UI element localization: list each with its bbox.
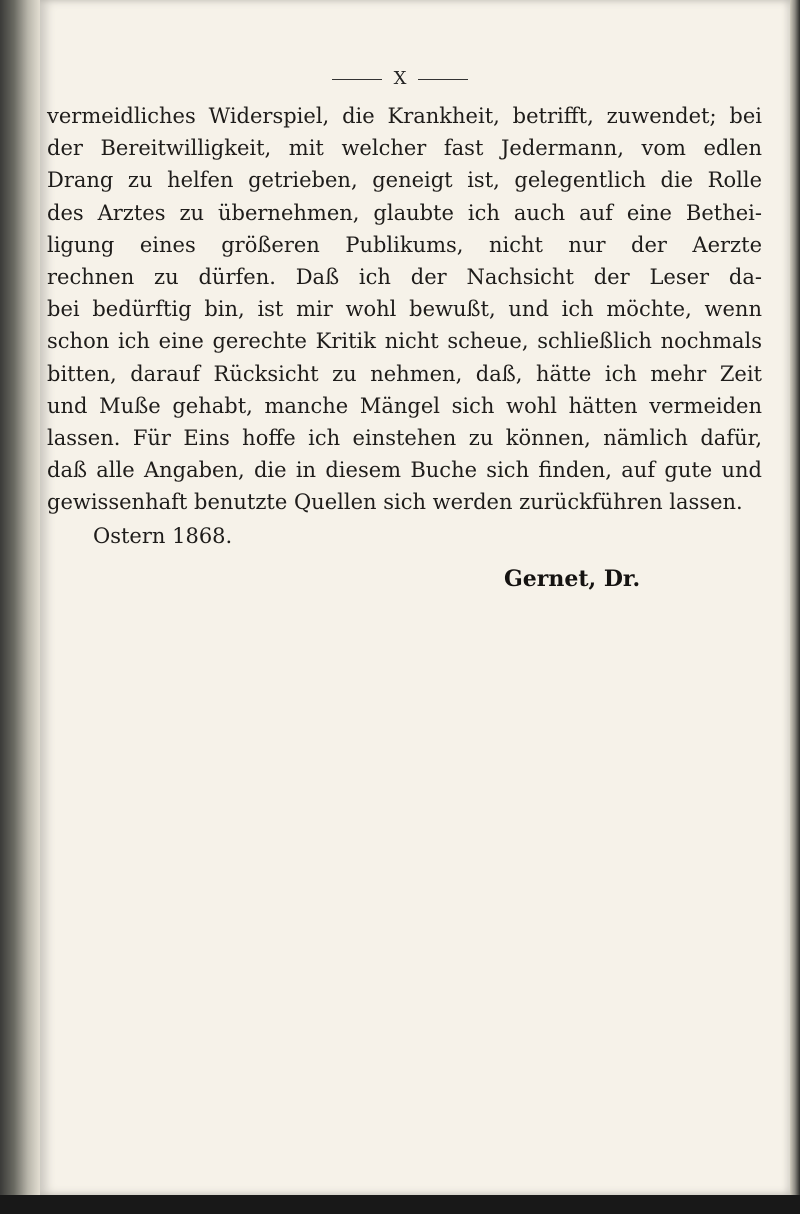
page-number-label: X — [393, 68, 407, 89]
scan-border-bottom — [0, 1195, 800, 1214]
text-line: bitten, darauf Rücksicht zu nehmen, daß, hätte ich mehr Zeit — [47, 361, 762, 386]
page-number-rule-left — [332, 79, 382, 80]
page-number-rule-right — [418, 79, 468, 80]
text-line: daß alle Angaben, die in diesem Buche sich finden, auf gute und — [47, 458, 762, 483]
page-edge-right — [790, 0, 800, 1195]
text-line: rechnen zu dürfen. Daß ich der Nachsicht der Leser da- — [47, 265, 762, 290]
text-line: des Arztes zu übernehmen, glaubte ich auch auf eine Bethei- — [47, 200, 762, 225]
text-line: lassen. Für Eins hoffe ich einstehen zu können, nämlich dafür, — [47, 426, 762, 451]
text-line: schon ich eine gerechte Kritik nicht scheue, schließlich nochmals — [47, 329, 762, 354]
text-line: und Muße gehabt, manche Mängel sich wohl hätten vermeiden — [47, 393, 762, 418]
body-paragraph — [47, 100, 762, 519]
text-line: der Bereitwilligkeit, mit welcher fast Jedermann, vom edlen — [47, 136, 762, 161]
author-signature: Gernet, Dr. — [504, 566, 641, 592]
place-and-date: Ostern 1868. — [93, 524, 233, 548]
text-line: bei bedürftig bin, ist mir wohl bewußt, und ich möchte, wenn — [47, 297, 762, 322]
text-line: ligung eines größeren Publikums, nicht nur der Aerzte — [47, 232, 762, 257]
binding-edge — [0, 0, 40, 1195]
page-number — [0, 68, 800, 89]
text-line: vermeidliches Widerspiel, die Krankheit, betrifft, zuwendet; bei — [47, 104, 762, 128]
text-line: gewissenhaft benutzte Quellen sich werden zurückführen lassen. — [47, 490, 743, 515]
text-line: Drang zu helfen getrieben, geneigt ist, gelegentlich die Rolle — [47, 168, 762, 193]
